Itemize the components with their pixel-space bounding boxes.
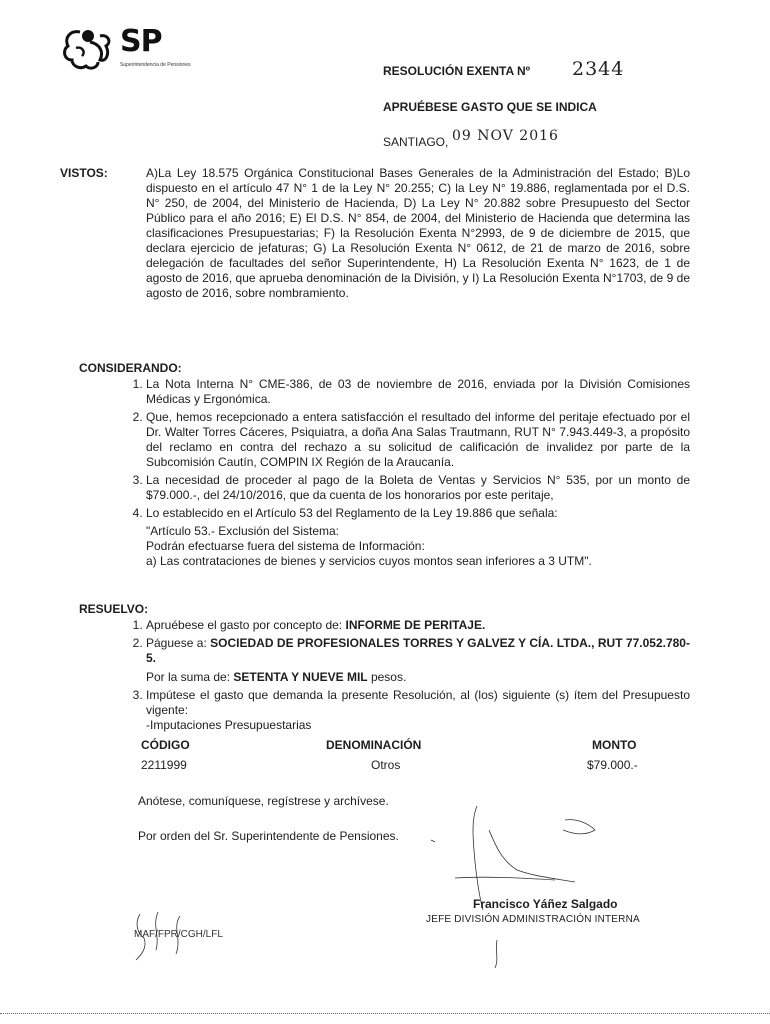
quote-line: a) Las contrataciones de bienes y servicios cuyos montos sean inferiores a 3 UTM".	[146, 554, 592, 568]
vistos-label: VISTOS:	[60, 166, 108, 180]
closing-line: Anótese, comuníquese, regístrese y archívese.	[138, 794, 389, 808]
quote-block	[128, 524, 690, 569]
resuelvo-item	[146, 618, 690, 633]
logo	[60, 24, 210, 76]
signatory-name: Francisco Yáñez Salgado	[473, 897, 618, 911]
table-header-codigo: CÓDIGO	[141, 738, 190, 752]
signature-scribble	[425, 800, 625, 970]
subject: APRUÉBESE GASTO QUE SE INDICA	[383, 100, 597, 114]
considerando-item: 3. La necesidad de proceder al pago de la Boleta de Ventas y Servicios N° 535, por un monto de $79.000.-, del 24/10/2016, que da cuenta de los honorarios por este peritaje,	[146, 473, 690, 503]
resuelvo-label: RESUELVO:	[79, 602, 149, 616]
vistos-text: A)La Ley 18.575 Orgánica Constitucional Bases Generales de la Administración del Estado; B)Lo dispuesto en el artículo 47 N° 1 de la Ley N° 20.255; C) la Ley N° 19.886, reglamentada por el D.S. N° 250, de 2004, del Ministerio de Hacienda, D) La Ley N° 20.882 sobre Presupuesto del Sector Público para el año 2016; E) El D.S. N° 854, de 2004, del Ministerio de Hacienda que determina las clasificaciones Presupuestarias; F) la Resolución Exenta N°2993, de 9 de diciembre de 2015, que declara ejercicio de jefaturas; G) La Resolución Exenta N° 0612, de 21 de marzo de 2016, sobre delegación de facultades del señor Superintendente, H) La Resolución Exenta N° 1623, de 1 de agosto de 2016, que aprueba denominación de la División, y I) La Resolución Exenta N°1703, de 9 de agosto de 2016, sobre nombramiento.	[146, 166, 690, 300]
logo-figure-icon	[60, 26, 116, 72]
date-stamp: 09 NOV 2016	[452, 128, 559, 144]
closing-order: Por orden del Sr. Superintendente de Pensiones.	[138, 829, 399, 843]
resolution-label: RESOLUCIÓN EXENTA Nº	[383, 64, 531, 78]
table-header-denominacion: DENOMINACIÓN	[326, 738, 422, 752]
payee: SOCIEDAD DE PROFESIONALES TORRES Y GALVEZ Y CÍA. LTDA., RUT 77.052.780-5.	[146, 636, 690, 665]
place-label: SANTIAGO,	[383, 135, 449, 149]
quote-line: "Artículo 53.- Exclusión del Sistema:	[146, 524, 340, 538]
resuelvo-item3-text: Impútese el gasto que demanda la presente Resolución, al (los) siguiente (s) ítem del Presupuesto vigente:	[146, 688, 690, 717]
page-bottom-rule	[0, 1013, 770, 1014]
considerando-item: 1. La Nota Interna N° CME-386, de 03 de noviembre de 2016, enviada por la División Comisiones Médicas y Ergonómica.	[146, 377, 690, 407]
resuelvo-item2-text: Páguese a:	[146, 636, 211, 650]
table-header-monto: MONTO	[592, 738, 637, 752]
sum-amount: SETENTA Y NUEVE MIL	[233, 670, 368, 684]
considerando-list	[128, 377, 690, 569]
sum-prefix: Por la suma de:	[146, 670, 234, 684]
signatory-title: JEFE DIVISIÓN ADMINISTRACIÓN INTERNA	[426, 914, 640, 925]
sum-suffix: pesos.	[367, 670, 407, 684]
resolution-number: 2344	[572, 58, 625, 80]
resuelvo-item	[146, 688, 690, 733]
resuelvo-item1-concept: INFORME DE PERITAJE.	[345, 618, 486, 632]
resuelvo-list	[128, 618, 690, 736]
table-cell-monto: $79.000.-	[587, 758, 638, 772]
resuelvo-item1-text: Apruébese el gasto por concepto de:	[146, 618, 346, 632]
considerando-item: 4. Lo establecido en el Artículo 53 del Reglamento de la Ley 19.886 que señala:	[146, 506, 690, 521]
initials: MAF/FPR/CGH/LFL	[134, 929, 223, 940]
considerando-label: CONSIDERANDO:	[79, 361, 182, 375]
logo-subtext: Superintendencia de Pensiones	[120, 62, 191, 68]
resuelvo-item	[146, 636, 690, 685]
sum-line	[146, 670, 690, 685]
logo-text: SP	[120, 24, 162, 59]
table-cell-codigo: 2211999	[141, 758, 187, 772]
table-cell-denominacion: Otros	[371, 758, 401, 772]
quote-line: Podrán efectuarse fuera del sistema de Información:	[146, 539, 425, 553]
considerando-item: 2. Que, hemos recepcionado a entera satisfacción el resultado del informe del peritaje efectuado por el Dr. Walter Torres Cáceres, Psiquiatra, a doña Ana Salas Trautmann, RUT N° 7.943.449-3, a propósito del reclamo en contra del rechazo a su solicitud de calificación de invalidez por parte de la Subcomisión Cautín, COMPIN IX Región de la Araucanía.	[146, 410, 690, 470]
imputaciones-label: -Imputaciones Presupuestarias	[146, 718, 312, 732]
